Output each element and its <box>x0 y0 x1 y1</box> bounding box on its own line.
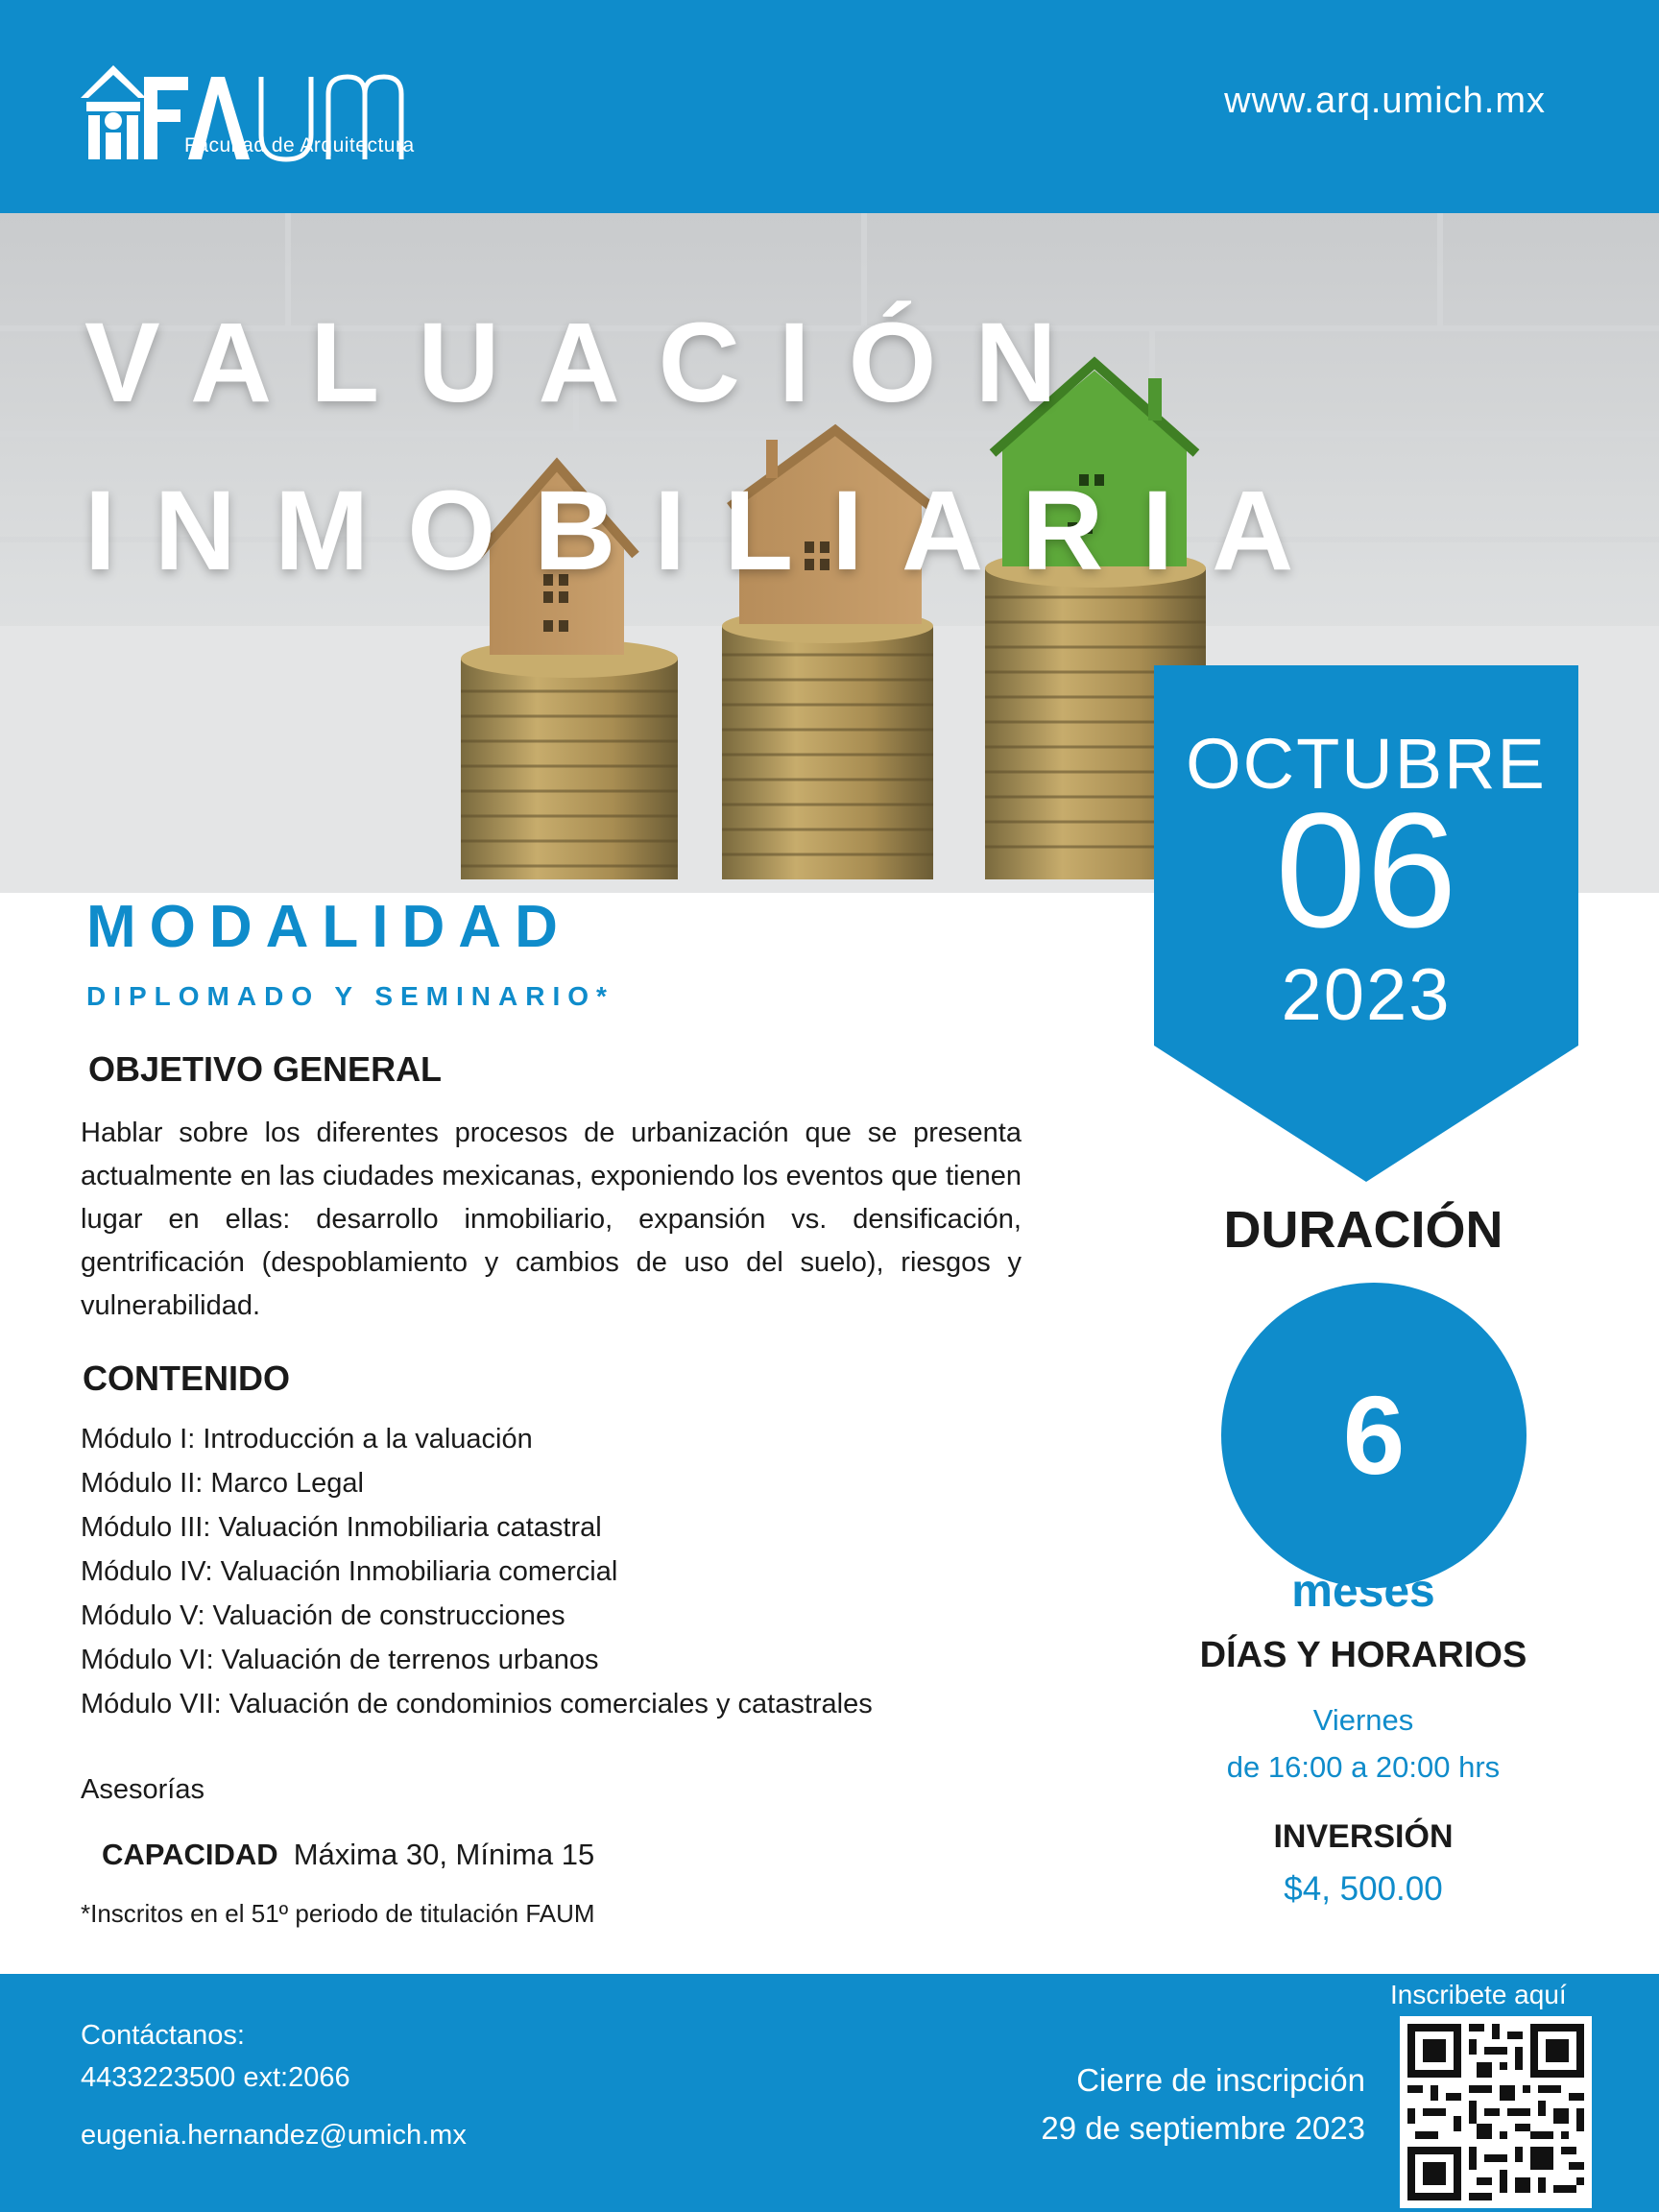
horarios-time: de 16:00 a 20:00 hrs <box>1226 1750 1501 1784</box>
module-item: Módulo III: Valuación Inmobiliaria catastral <box>81 1512 602 1543</box>
qr-code-icon[interactable] <box>1400 2016 1592 2208</box>
footnote: *Inscritos en el 51º periodo de titulación FAUM <box>81 1899 595 1928</box>
horarios-day: Viernes <box>1312 1703 1414 1737</box>
inversion-heading: INVERSIÓN <box>1273 1818 1454 1855</box>
capacidad-value: Máxima 30, Mínima 15 <box>293 1838 595 1871</box>
course-title-line1: VALUACIÓN <box>84 300 1095 426</box>
header-bar <box>0 0 1659 213</box>
capacidad-row <box>102 1838 594 1872</box>
inversion-price: $4, 500.00 <box>1284 1870 1443 1908</box>
objetivo-text: Hablar sobre los diferentes procesos de urbanización que se presenta actualmente en las ciudades mexicanas, exponiendo los eventos que tienen lugar en ellas: desarrollo inmobiliario, expansión vs. densificación, gentrificación (despoblamiento y cambios de uso del suelo), riesgos y vulnerabilidad. <box>81 1118 1022 1321</box>
modalidad-heading: MODALIDAD <box>86 894 571 960</box>
date-year: 2023 <box>1281 954 1452 1036</box>
website-link[interactable]: www.arq.umich.mx <box>1224 81 1546 121</box>
modalidad-value: DIPLOMADO Y SEMINARIO* <box>86 981 614 1011</box>
horarios-heading: DÍAS Y HORARIOS <box>1199 1635 1527 1675</box>
module-item: Módulo VI: Valuación de terrenos urbanos <box>81 1645 599 1675</box>
module-item: Módulo II: Marco Legal <box>81 1468 364 1499</box>
contenido-heading: CONTENIDO <box>83 1358 290 1398</box>
cierre-label: Cierre de inscripción <box>1076 2062 1365 2098</box>
module-item: Módulo IV: Valuación Inmobiliaria comercial <box>81 1556 618 1587</box>
asesorias-text: Asesorías <box>81 1774 204 1805</box>
module-item: Módulo VII: Valuación de condominios comerciales y catastrales <box>81 1689 873 1719</box>
duration-number: 6 <box>1342 1373 1406 1498</box>
module-item: Módulo I: Introducción a la valuación <box>81 1424 533 1455</box>
date-ribbon <box>1154 665 1578 1182</box>
duracion-heading: DURACIÓN <box>1223 1201 1503 1259</box>
logo-subtitle: Facultad de Arquitectura <box>184 134 415 156</box>
module-item: Módulo V: Valuación de construcciones <box>81 1600 565 1631</box>
cierre-date: 29 de septiembre 2023 <box>1041 2110 1365 2146</box>
capacidad-label: CAPACIDAD <box>102 1838 278 1871</box>
footer-bar <box>0 1974 1659 2212</box>
contact-label: Contáctanos: <box>81 2020 245 2051</box>
date-month: OCTUBRE <box>1186 724 1547 804</box>
module-list <box>81 1417 873 1726</box>
course-title-line2: INMOBILIARIA <box>84 468 1333 594</box>
contact-phone[interactable]: 4433223500 ext:2066 <box>81 2062 350 2093</box>
contact-email[interactable]: eugenia.hernandez@umich.mx <box>81 2120 467 2151</box>
date-day: 06 <box>1275 780 1457 962</box>
duration-unit: meses <box>1291 1566 1435 1617</box>
objetivo-heading: OBJETIVO GENERAL <box>88 1049 443 1089</box>
qr-label: Inscribete aquí <box>1390 1980 1567 2009</box>
duration-circle <box>1221 1283 1527 1588</box>
